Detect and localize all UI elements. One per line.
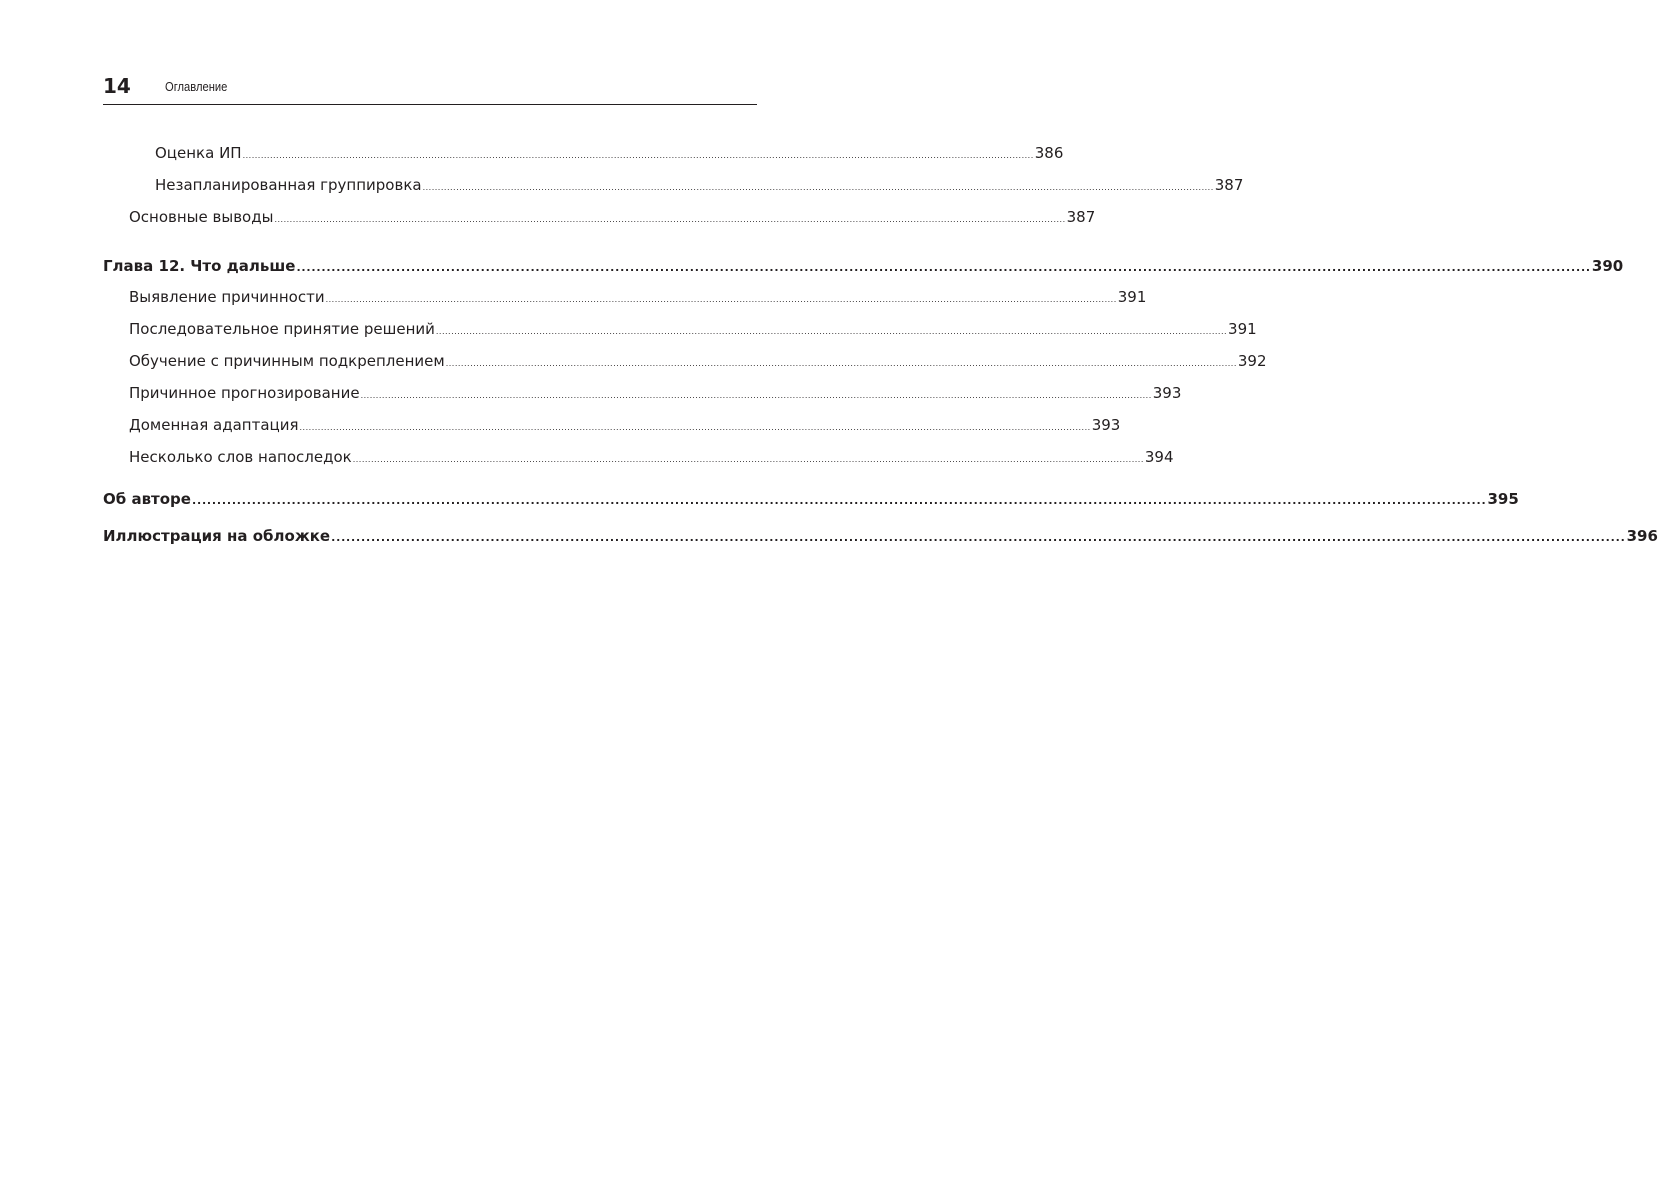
page-number: 14: [103, 74, 131, 98]
toc-entry-title: Оценка ИП: [155, 144, 242, 162]
toc-dot-leader: ....................................................................................................................................................................................................................................................................: [422, 183, 1214, 192]
toc-entry-page: 394: [1144, 448, 1174, 466]
toc-dot-leader: ....................................................................................................................................................................................................................................................................: [325, 295, 1117, 304]
toc-entry: [129, 349, 1267, 373]
toc-entry-title: Последовательное принятие решений: [129, 320, 435, 338]
toc-entry-title: Несколько слов напоследок: [129, 448, 352, 466]
toc-entry-page: 391: [1228, 320, 1257, 338]
toc-dot-leader: ....................................................................................................................................................................................................................................................................: [274, 215, 1066, 224]
toc-entry-page: 392: [1237, 352, 1267, 370]
toc-dot-leader: ....................................................................................................................................................................................................................................................................: [191, 494, 1487, 507]
toc-entry-page: 393: [1152, 384, 1182, 402]
toc-dot-leader: ....................................................................................................................................................................................................................................................................: [242, 151, 1034, 160]
toc-entry-page: 393: [1091, 416, 1121, 434]
toc-entry-page: 396: [1626, 527, 1658, 545]
toc-entry: [129, 317, 1257, 341]
toc-dot-leader: ....................................................................................................................................................................................................................................................................: [435, 327, 1228, 336]
page-header: [103, 72, 757, 105]
toc-entry: [129, 381, 1182, 405]
toc-entry-title: Выявление причинности: [129, 288, 325, 306]
toc-entry-title: Причинное прогнозирование: [129, 384, 360, 402]
toc-entry-page: 395: [1487, 490, 1519, 508]
toc-dot-leader: ....................................................................................................................................................................................................................................................................: [296, 261, 1591, 274]
toc-dot-leader: ....................................................................................................................................................................................................................................................................: [360, 391, 1152, 400]
toc-entry-title: Доменная адаптация: [129, 416, 299, 434]
running-title: Оглавление: [165, 79, 228, 94]
toc-entry: [155, 141, 1064, 165]
toc-entry-page: 391: [1117, 288, 1147, 306]
toc-dot-leader: ....................................................................................................................................................................................................................................................................: [299, 423, 1091, 432]
toc-entry-title: Об авторе: [103, 490, 191, 508]
toc-entry-title: Глава 12. Что дальше: [103, 257, 296, 275]
toc-entry: [129, 413, 1121, 437]
toc-dot-leader: ....................................................................................................................................................................................................................................................................: [445, 359, 1237, 368]
toc-entry: [129, 445, 1174, 469]
toc-entry-title: Незапланированная группировка: [155, 176, 422, 194]
toc-entry-title: Иллюстрация на обложке: [103, 527, 331, 545]
toc-entry-title: Основные выводы: [129, 208, 274, 226]
toc-entry: [129, 205, 1096, 229]
toc-dot-leader: ....................................................................................................................................................................................................................................................................: [352, 455, 1144, 464]
toc-entry-page: 386: [1034, 144, 1064, 162]
toc-entry-page: 387: [1214, 176, 1244, 194]
toc-chapter-entry: [103, 487, 1519, 511]
toc-entry-page: 390: [1591, 257, 1624, 275]
toc-entry-title: Обучение с причинным подкреплением: [129, 352, 445, 370]
toc-chapter-entry: [103, 524, 1658, 548]
toc-entry-page: 387: [1066, 208, 1096, 226]
toc-entry: [155, 173, 1244, 197]
toc-entry: [129, 285, 1147, 309]
toc-dot-leader: ....................................................................................................................................................................................................................................................................: [331, 531, 1626, 544]
toc-chapter-entry: [103, 254, 1624, 278]
